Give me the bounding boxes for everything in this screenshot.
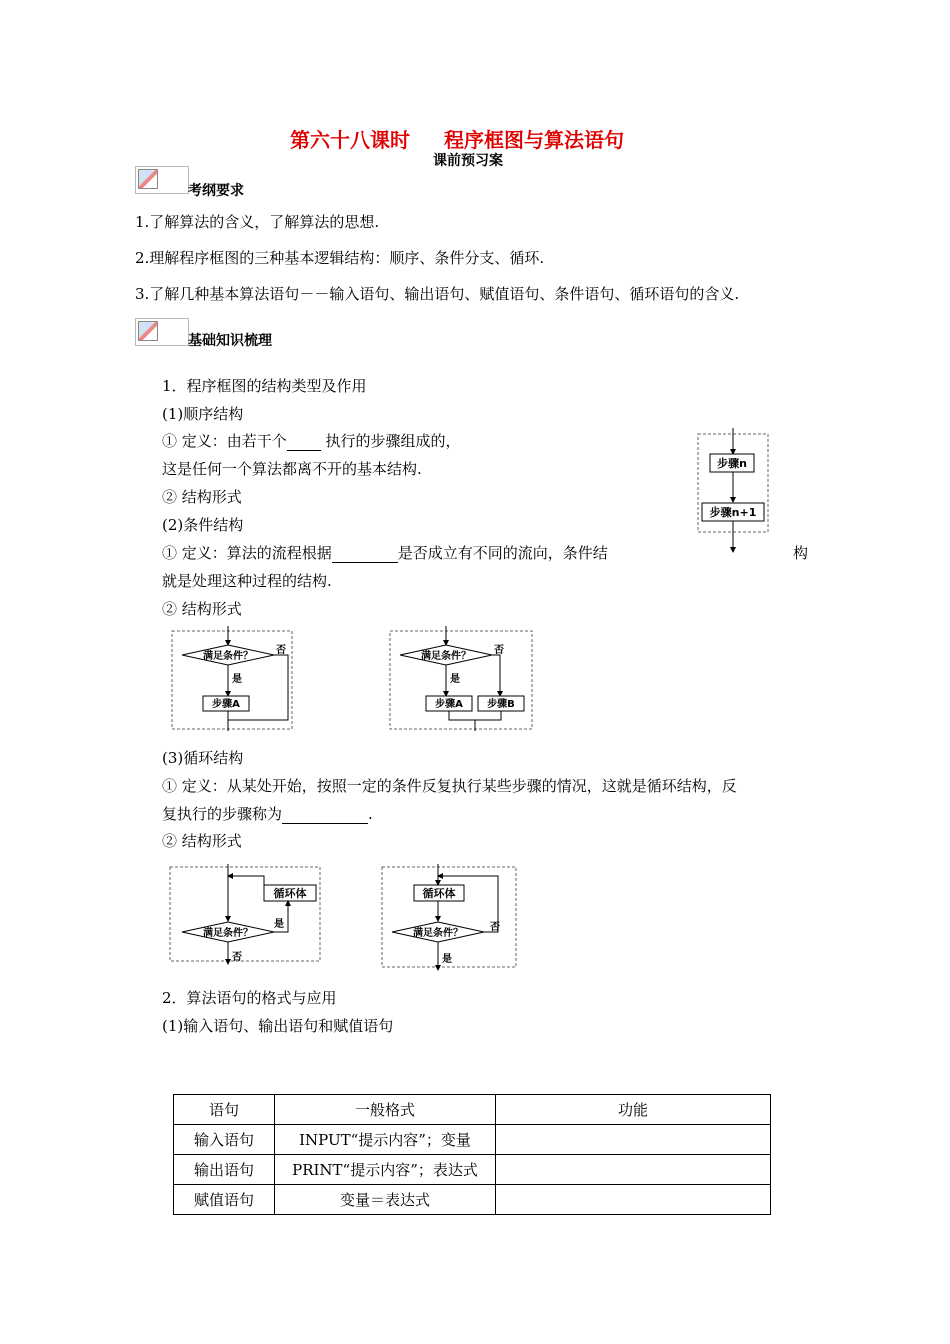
step-n-label: 步骤n bbox=[717, 457, 747, 470]
broken-image-icon bbox=[135, 166, 189, 194]
step-a-label: 步骤A bbox=[435, 699, 463, 710]
title-part2: 程序框图与算法语句 bbox=[444, 128, 624, 152]
no-label: 否 bbox=[494, 645, 504, 656]
requirement-item: 1.了解算法的含义，了解算法的思想. bbox=[135, 213, 380, 231]
definition-line bbox=[162, 804, 373, 824]
definition-line bbox=[162, 543, 608, 563]
yes-label: 是 bbox=[274, 919, 284, 930]
table-cell: 输出语句 bbox=[174, 1155, 275, 1185]
step-b-label: 步骤B bbox=[487, 699, 515, 710]
form-label: ② 结构形式 bbox=[162, 600, 242, 618]
fill-blank bbox=[287, 434, 321, 451]
no-label: 否 bbox=[276, 645, 286, 656]
page-subtitle: 课前预习案 bbox=[433, 153, 503, 169]
text-span: . bbox=[368, 805, 373, 823]
loop-body-label: 循环体 bbox=[273, 887, 307, 900]
condition-label: 满足条件？ bbox=[203, 651, 253, 662]
table-row bbox=[174, 1185, 771, 1215]
table-cell: 变量＝表达式 bbox=[275, 1185, 496, 1215]
no-label: 否 bbox=[490, 922, 500, 933]
section-heading-requirements: 考纲要求 bbox=[188, 183, 244, 199]
subheading: (2)条件结构 bbox=[162, 516, 244, 534]
paragraph: 2．算法语句的格式与应用 bbox=[162, 989, 337, 1007]
broken-image-icon bbox=[135, 318, 189, 346]
step-a-label: 步骤A bbox=[212, 699, 240, 710]
table-cell bbox=[496, 1155, 771, 1185]
condition-label: 满足条件？ bbox=[203, 928, 253, 939]
loop-body-label: 循环体 bbox=[422, 887, 456, 900]
title-part1: 第六十八课时 bbox=[290, 128, 410, 152]
text-span: 构 bbox=[793, 544, 809, 562]
table-header-row bbox=[174, 1095, 771, 1125]
table-cell: INPUT“提示内容”；变量 bbox=[275, 1125, 496, 1155]
yes-label: 是 bbox=[232, 674, 242, 685]
fill-blank bbox=[332, 546, 398, 563]
requirement-item: 3.了解几种基本算法语句－－输入语句、输出语句、赋值语句、条件语句、循环语句的含义. bbox=[135, 285, 740, 303]
table-cell: 输入语句 bbox=[174, 1125, 275, 1155]
form-label: ② 结构形式 bbox=[162, 832, 242, 850]
subheading: (1)顺序结构 bbox=[162, 405, 244, 423]
text-span: ① 定义：算法的流程根据 bbox=[162, 544, 332, 562]
yes-label: 是 bbox=[442, 954, 452, 965]
table-row bbox=[174, 1125, 771, 1155]
no-label: 否 bbox=[232, 952, 242, 963]
paragraph: (1)输入语句、输出语句和赋值语句 bbox=[162, 1017, 394, 1035]
section-heading-basics: 基础知识梳理 bbox=[188, 333, 272, 349]
text-span: 是否成立有不同的流向，条件结 bbox=[397, 544, 608, 562]
sequence-structure-diagram bbox=[694, 426, 774, 556]
paragraph: 1．程序框图的结构类型及作用 bbox=[162, 377, 367, 395]
loop-structure-diagram-until bbox=[168, 864, 324, 966]
yes-label: 是 bbox=[450, 674, 460, 685]
step-n1-label: 步骤n+1 bbox=[709, 506, 757, 519]
table-row bbox=[174, 1155, 771, 1185]
text-span: ① 定义：由若干个 bbox=[162, 432, 287, 450]
table-cell: PRINT“提示内容”；表达式 bbox=[275, 1155, 496, 1185]
form-label: ② 结构形式 bbox=[162, 488, 242, 506]
text-span: 复执行的步骤称为 bbox=[162, 805, 283, 823]
table-header-cell: 功能 bbox=[496, 1095, 771, 1125]
definition-line: ① 定义：从某处开始，按照一定的条件反复执行某些步骤的情况，这就是循环结构，反 bbox=[162, 777, 737, 795]
definition-line bbox=[162, 431, 461, 451]
requirement-item: 2.理解程序框图的三种基本逻辑结构：顺序、条件分支、循环. bbox=[135, 249, 545, 267]
fill-blank bbox=[282, 807, 368, 824]
page-title bbox=[290, 124, 624, 153]
statement-table bbox=[173, 1094, 771, 1215]
condition-label: 满足条件？ bbox=[421, 651, 471, 662]
condition-label: 满足条件？ bbox=[413, 928, 463, 939]
table-cell bbox=[496, 1125, 771, 1155]
loop-structure-diagram-while bbox=[380, 864, 520, 974]
table-header-cell: 语句 bbox=[174, 1095, 275, 1125]
table-cell bbox=[496, 1185, 771, 1215]
subheading: (3)循环结构 bbox=[162, 749, 244, 767]
text-span: 执行的步骤组成的， bbox=[320, 432, 461, 450]
conditional-structure-diagram-double bbox=[388, 626, 536, 732]
table-header-cell: 一般格式 bbox=[275, 1095, 496, 1125]
definition-line: 这是任何一个算法都离不开的基本结构. bbox=[162, 460, 422, 478]
conditional-structure-diagram-single bbox=[170, 626, 296, 732]
table-cell: 赋值语句 bbox=[174, 1185, 275, 1215]
definition-line: 就是处理这种过程的结构. bbox=[162, 572, 332, 590]
